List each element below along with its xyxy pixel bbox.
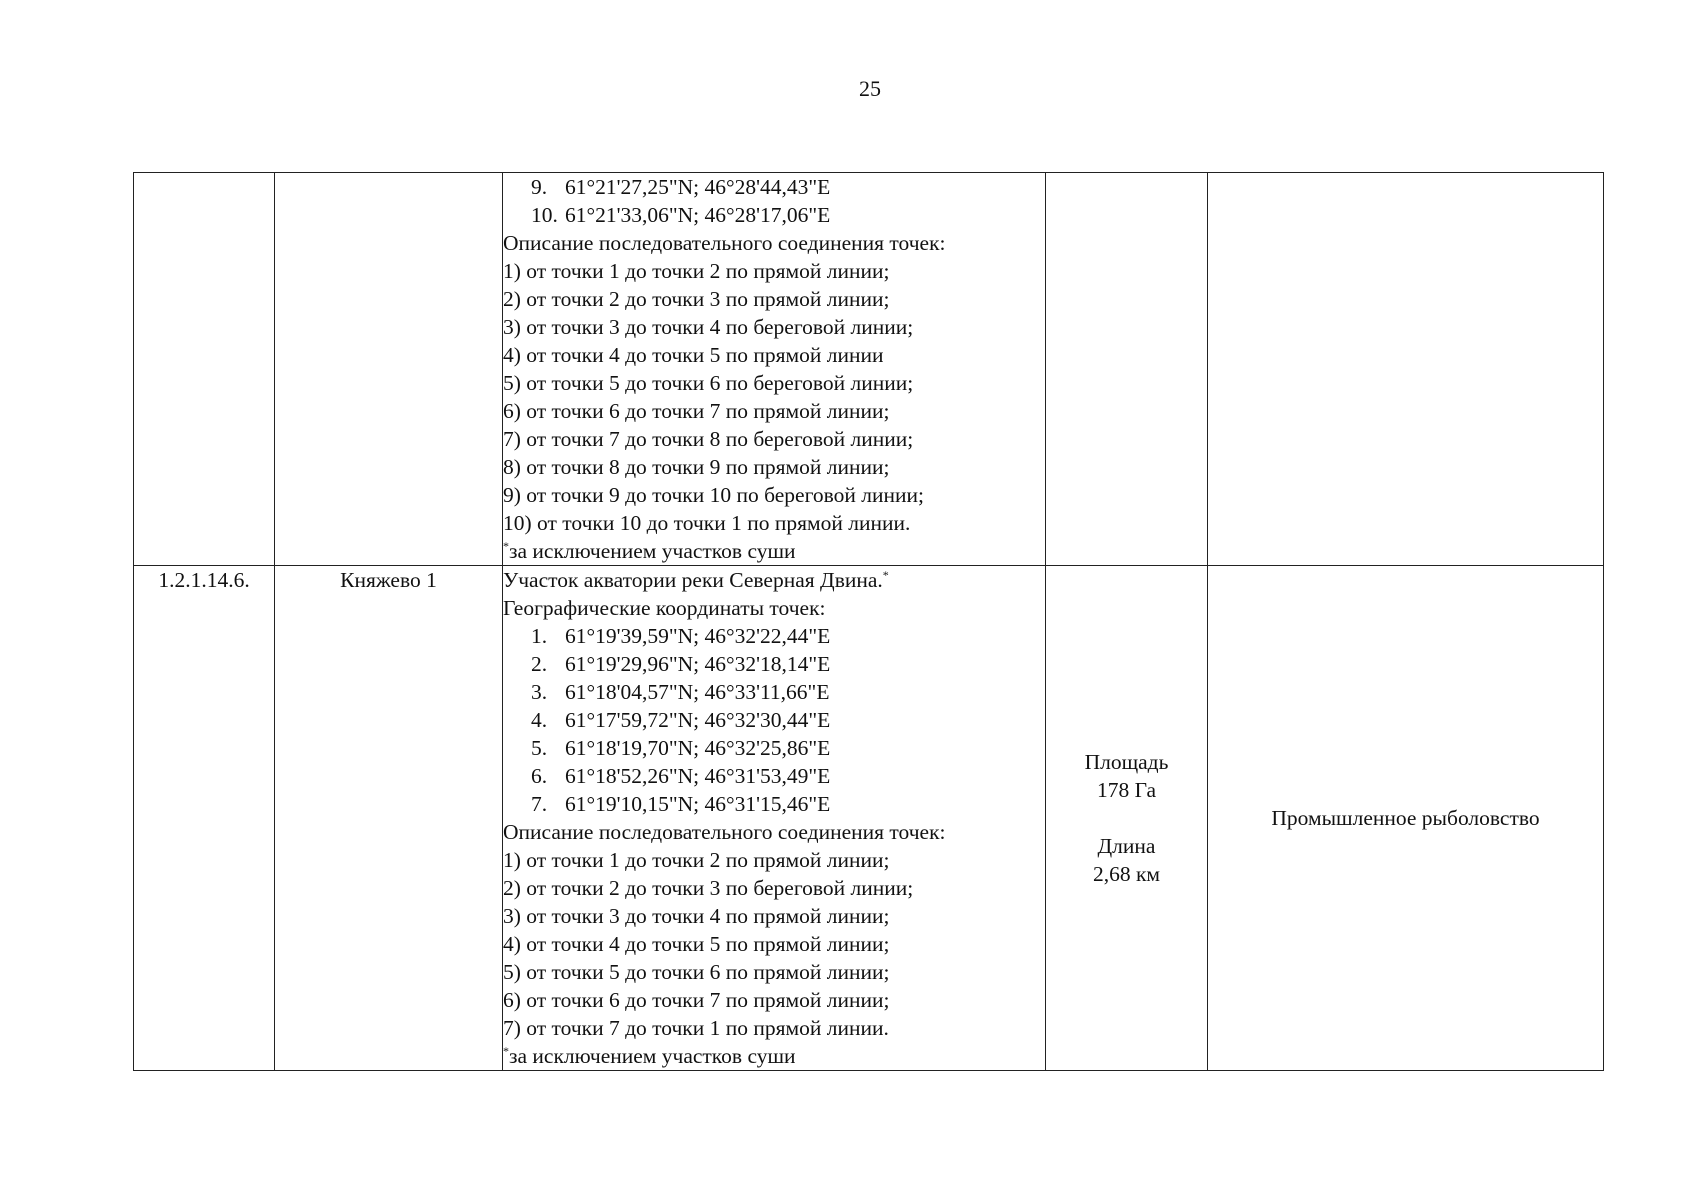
area-title-text: Участок акватории реки Северная Двина.: [503, 568, 883, 592]
coordinates-heading: Географические координаты точек:: [503, 596, 826, 620]
table-row-continued: [134, 173, 1604, 566]
connection-line: 3) от точки 3 до точки 4 по береговой линии;: [503, 315, 914, 339]
area-value: 178 Га: [1096, 778, 1157, 802]
coordinate-value: 61°18'19,70"N; 46°32'25,86"E: [565, 736, 831, 760]
coordinate-value: 61°18'04,57"N; 46°33'11,66"E: [565, 680, 830, 704]
cell-usage: Промышленное рыболовство: [1208, 566, 1604, 1071]
connection-line: 3) от точки 3 до точки 4 по прямой линии;: [503, 904, 890, 928]
length-value: 2,68 км: [1092, 862, 1161, 886]
area-label: Площадь: [1084, 750, 1169, 774]
connection-line: 8) от точки 8 до точки 9 по прямой линии;: [503, 455, 890, 479]
coordinate-line: [503, 173, 1045, 201]
footnote-mark: *: [503, 1043, 509, 1058]
connection-line: 7) от точки 7 до точки 1 по прямой линии.: [503, 1016, 889, 1040]
cell-size-empty: [1046, 173, 1208, 566]
cell-area-name: Княжево 1: [275, 566, 503, 1071]
connection-heading: Описание последовательного соединения точек:: [503, 231, 946, 255]
coordinate-value: 61°19'39,59"N; 46°32'22,44"E: [565, 624, 831, 648]
title-footnote-mark: *: [882, 567, 889, 582]
cell-description: [503, 566, 1046, 1071]
coordinate-value: 61°21'27,25"N; 46°28'44,43"E: [565, 175, 831, 199]
connection-heading: Описание последовательного соединения точек:: [503, 820, 946, 844]
connection-line: 2) от точки 2 до точки 3 по прямой линии;: [503, 287, 890, 311]
connection-line: 6) от точки 6 до точки 7 по прямой линии;: [503, 988, 890, 1012]
connection-line: 2) от точки 2 до точки 3 по береговой линии;: [503, 876, 914, 900]
size-spacer: [1046, 804, 1207, 832]
cell-usage-empty: [1208, 173, 1604, 566]
coordinate-value: 61°19'10,15"N; 46°31'15,46"E: [565, 792, 831, 816]
connection-line: 9) от точки 9 до точки 10 по береговой линии;: [503, 483, 924, 507]
coordinate-index: 10.: [531, 203, 558, 227]
connection-line: 4) от точки 4 до точки 5 по прямой линии: [503, 343, 884, 367]
coordinate-index: 4.: [531, 708, 548, 732]
footnote-text: за исключением участков суши: [509, 1044, 796, 1068]
coordinate-line: [503, 678, 1045, 706]
cell-size: [1046, 566, 1208, 1071]
cell-number-empty: [134, 173, 275, 566]
connection-line: 10) от точки 10 до точки 1 по прямой линии.: [503, 511, 911, 535]
cell-section-number: 1.2.1.14.6.: [134, 566, 275, 1071]
coordinate-line: [503, 734, 1045, 762]
length-label: Длина: [1097, 834, 1156, 858]
connection-line: 5) от точки 5 до точки 6 по береговой линии;: [503, 371, 914, 395]
cell-name-empty: [275, 173, 503, 566]
coordinate-value: 61°17'59,72"N; 46°32'30,44"E: [565, 708, 831, 732]
coordinate-index: 2.: [531, 652, 548, 676]
cell-description-continued: [503, 173, 1046, 566]
coordinate-index: 3.: [531, 680, 548, 704]
footnote: [503, 537, 1045, 565]
table-row-knyazhevo: [134, 566, 1604, 1071]
coordinate-index: 1.: [531, 624, 548, 648]
fishing-areas-table: [133, 172, 1604, 1071]
coordinate-line: [503, 650, 1045, 678]
footnote-text: за исключением участков суши: [509, 539, 796, 563]
connection-line: 6) от точки 6 до точки 7 по прямой линии;: [503, 399, 890, 423]
connection-line: 4) от точки 4 до точки 5 по прямой линии;: [503, 932, 890, 956]
connection-line: 7) от точки 7 до точки 8 по береговой линии;: [503, 427, 914, 451]
coordinate-line: [503, 706, 1045, 734]
coordinate-line: [503, 622, 1045, 650]
coordinate-index: 5.: [531, 736, 548, 760]
coordinate-value: 61°19'29,96"N; 46°32'18,14"E: [565, 652, 831, 676]
footnote: [503, 1042, 1045, 1070]
coordinate-index: 7.: [531, 792, 548, 816]
footnote-mark: *: [503, 538, 509, 553]
connection-line: 1) от точки 1 до точки 2 по прямой линии;: [503, 259, 890, 283]
area-title: [503, 566, 1045, 594]
coordinate-line: [503, 790, 1045, 818]
connection-line: 5) от точки 5 до точки 6 по прямой линии;: [503, 960, 890, 984]
coordinate-value: 61°21'33,06"N; 46°28'17,06"E: [565, 203, 831, 227]
page-number: 25: [859, 76, 881, 101]
coordinate-value: 61°18'52,26"N; 46°31'53,49"E: [565, 764, 831, 788]
coordinate-index: 9.: [531, 175, 548, 199]
coordinate-line: [503, 762, 1045, 790]
connection-line: 1) от точки 1 до точки 2 по прямой линии;: [503, 848, 890, 872]
coordinate-line: [503, 201, 1045, 229]
coordinate-index: 6.: [531, 764, 548, 788]
